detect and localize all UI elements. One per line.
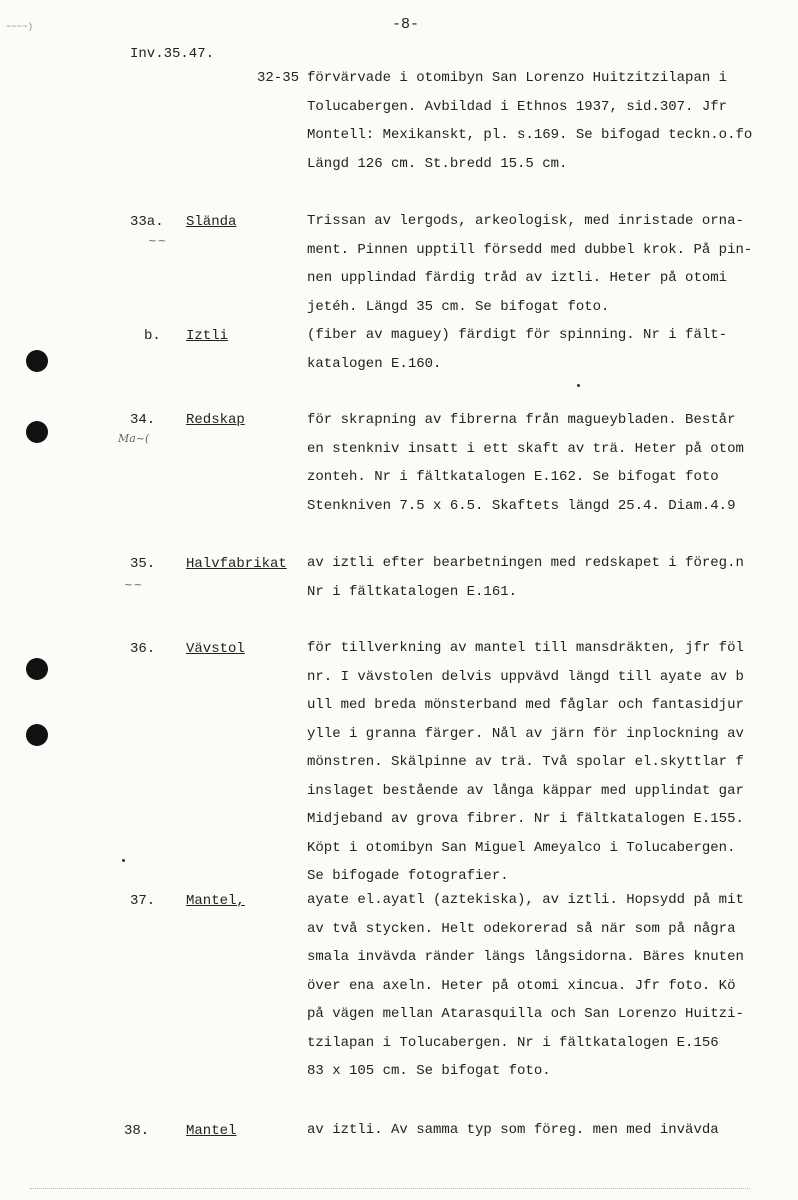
entry-text (307, 207, 757, 321)
entry-text (307, 549, 757, 606)
text-line: på vägen mellan Atarasquilla och San Lorenzo Huitzi- (307, 1006, 744, 1022)
punch-hole (26, 350, 48, 372)
entry-number: 33a. (130, 214, 164, 230)
text-line: jetéh. Längd 35 cm. Se bifogat foto. (307, 298, 610, 315)
intro-number: 32-35 (257, 70, 300, 86)
entry-name: Vävstol (186, 641, 245, 657)
entry-number: 35. (130, 556, 156, 572)
intro-text (307, 64, 757, 178)
entry-name: Mantel, (186, 893, 245, 909)
text-line: Köpt i otomibyn San Miguel Ameyalco i Tolucabergen. (307, 839, 736, 856)
page-number: -8- (392, 16, 420, 33)
entry-number: 34. (130, 412, 156, 428)
margin-note: ~~ (124, 578, 143, 591)
text-line: över ena axeln. Heter på otomi xincua. Jfr foto. Kö (307, 977, 736, 994)
entry-name: Mantel (186, 1123, 237, 1139)
text-line: Tolucabergen. Avbildad i Ethnos 1937, sid.307. Jfr (307, 98, 728, 115)
text-line: mönstren. Skälpinne av trä. Två spolar el.skyttlar f (307, 754, 744, 770)
text-line: Montell: Mexikanskt, pl. s.169. Se bifogad teckn.o.fo (307, 127, 753, 143)
text-line: 83 x 105 cm. Se bifogat foto. (307, 1063, 551, 1079)
corner-mark: ~~~~) (6, 22, 34, 32)
stray-mark (122, 859, 125, 862)
text-line: nen upplindad färdig tråd av iztli. Heter på otomi (307, 270, 728, 286)
punch-hole (26, 421, 48, 443)
text-line: Se bifogade fotografier. (307, 868, 509, 884)
text-line: smala invävda ränder längs långsidorna. Bäres knuten (307, 949, 744, 965)
text-line: av iztli efter bearbetningen med redskapet i föreg.n (307, 555, 744, 571)
margin-note: Ma~( (118, 432, 150, 445)
text-line: av två stycken. Helt odekorerad så när som på några (307, 920, 736, 937)
entry-text (307, 406, 757, 520)
text-line: för skrapning av fibrerna från magueybladen. Består (307, 412, 736, 428)
text-line: katalogen E.160. (307, 355, 442, 372)
entry-text (307, 321, 757, 378)
punch-hole (26, 724, 48, 746)
text-line: Nr i fältkatalogen E.161. (307, 583, 518, 600)
text-line: ment. Pinnen upptill försedd med dubbel krok. På pin- (307, 241, 753, 258)
entry-text (307, 1116, 757, 1145)
stray-mark (577, 384, 580, 387)
entry-number: b. (144, 328, 161, 344)
text-line: ayate el.ayatl (aztekiska), av iztli. Hopsydd på mit (307, 892, 744, 908)
entry-number: 36. (130, 641, 156, 657)
text-line: Längd 126 cm. St.bredd 15.5 cm. (307, 155, 568, 172)
text-line: för tillverkning av mantel till mansdräkten, jfr föl (307, 640, 744, 656)
text-line: Midjeband av grova fibrer. Nr i fältkatalogen E.155. (307, 811, 744, 827)
entry-name: Iztli (186, 328, 229, 344)
text-line: nr. I vävstolen delvis uppvävd längd till ayate av b (307, 668, 744, 685)
text-line: Stenkniven 7.5 x 6.5. Skaftets längd 25.4. Diam.4.9 (307, 497, 736, 514)
inventory-number: Inv.35.47. (130, 46, 215, 62)
text-line: förvärvade i otomibyn San Lorenzo Huitzitzilapan i (307, 70, 728, 86)
entry-name: Halvfabrikat (186, 556, 287, 572)
entry-name: Slända (186, 214, 237, 230)
punch-hole (26, 658, 48, 680)
entry-number: 37. (130, 893, 156, 909)
text-line: ylle i granna färger. Nål av järn för inplockning av (307, 725, 744, 742)
text-line: inslaget bestående av långa käppar med upplindat gar (307, 782, 744, 799)
text-line: (fiber av maguey) färdigt för spinning. Nr i fält- (307, 327, 728, 343)
entry-number: 38. (124, 1123, 150, 1139)
text-line: tzilapan i Tolucabergen. Nr i fältkatalogen E.156 (307, 1034, 719, 1051)
page-edge-dots (30, 1188, 750, 1189)
text-line: zonteh. Nr i fältkatalogen E.162. Se bifogat foto (307, 469, 719, 485)
entry-name: Redskap (186, 412, 245, 428)
text-line: en stenkniv insatt i ett skaft av trä. Heter på otom (307, 440, 744, 457)
entry-text (307, 634, 757, 891)
margin-note: ~~ (148, 234, 167, 247)
text-line: ull med breda mönsterband med fåglar och fantasidjur (307, 697, 744, 713)
entry-text (307, 886, 757, 1086)
text-line: Trissan av lergods, arkeologisk, med inristade orna- (307, 213, 744, 229)
text-line: av iztli. Av samma typ som föreg. men med invävda (307, 1122, 719, 1138)
